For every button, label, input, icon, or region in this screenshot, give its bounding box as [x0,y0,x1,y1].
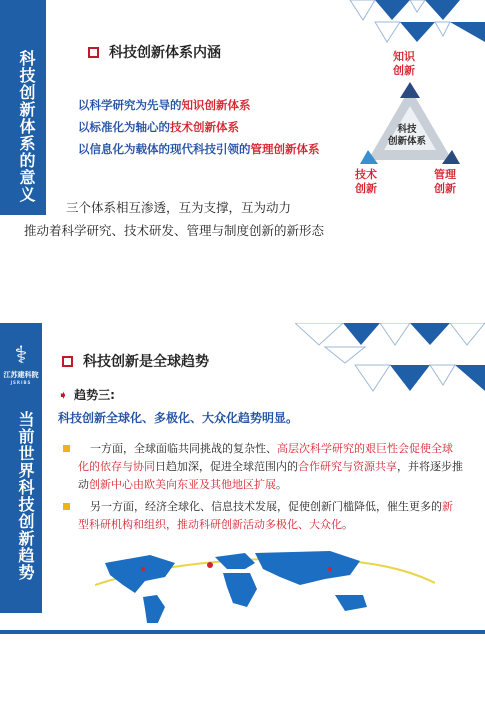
logo-mark-icon: ⚕ [14,341,28,369]
yellow-bullet-icon [63,445,70,452]
triangle-left-label: 技术 创新 [355,168,377,195]
trend-summary: 科技创新全球化、多极化、大众化趋势明显。 [58,411,299,425]
system-line-management: 以信息化为载体的现代科技引领的管理创新体系 [78,142,320,156]
slide-global-trend [0,323,485,623]
trend-heading: ➧ 趋势三: [58,387,115,402]
triangle-top-label: 知识 创新 [393,50,415,77]
square-bullet-icon [62,356,73,367]
square-bullet-icon [88,47,99,58]
world-map-image [95,545,435,623]
summary-line-1: 三个体系相互渗透，互为支撑，互为动力 [66,200,292,215]
diamond-decoration [295,323,485,413]
bullet-paragraph-1: 一方面，全球面临共同挑战的复杂性、高层次科学研究的艰巨性会促使全球化的依存与协同日趋加深，促进全球范围内的合作研究与资源共享，并将逐步推动创新中心由欧美向东亚及其他地区扩展。 [78,440,463,494]
logo-name: 江苏建科院 [3,371,39,379]
logo [0,323,42,405]
map-marker [328,567,332,571]
sidebar [0,0,46,215]
bullet-paragraph-2: 另一方面，经济全球化、信息技术发展，促使创新门槛降低，催生更多的新型科研机构和组织，推动科研创新活动多极化、大众化。 [78,498,463,534]
system-line-knowledge: 以科学研究为先导的知识创新体系 [78,98,251,112]
summary-line-2: 推动着科学研究、技术研发、管理与制度创新的新形态 [24,223,325,238]
slide-knowledge-system [0,0,485,245]
sidebar [0,323,42,613]
logo-subtitle: JSRIBS [10,380,32,385]
divider [0,630,485,634]
arrow-bullet-icon: ➧ [58,387,69,402]
yellow-bullet-icon [63,503,70,510]
sidebar-label: 当前世界科技创新趋势 [16,411,35,581]
triangle-top-marker [400,82,420,98]
slide-title: 科技创新是全球趋势 [62,351,209,371]
triangle-right-label: 管理 创新 [434,168,456,195]
map-marker [207,562,213,568]
slide-title: 科技创新体系内涵 [88,42,221,62]
sidebar-label: 科技创新体系的意义 [17,50,36,203]
triangle-center-label: 科技 创新体系 [388,124,427,147]
map-marker [141,567,145,571]
system-line-technology: 以标准化为轴心的技术创新体系 [78,120,239,134]
